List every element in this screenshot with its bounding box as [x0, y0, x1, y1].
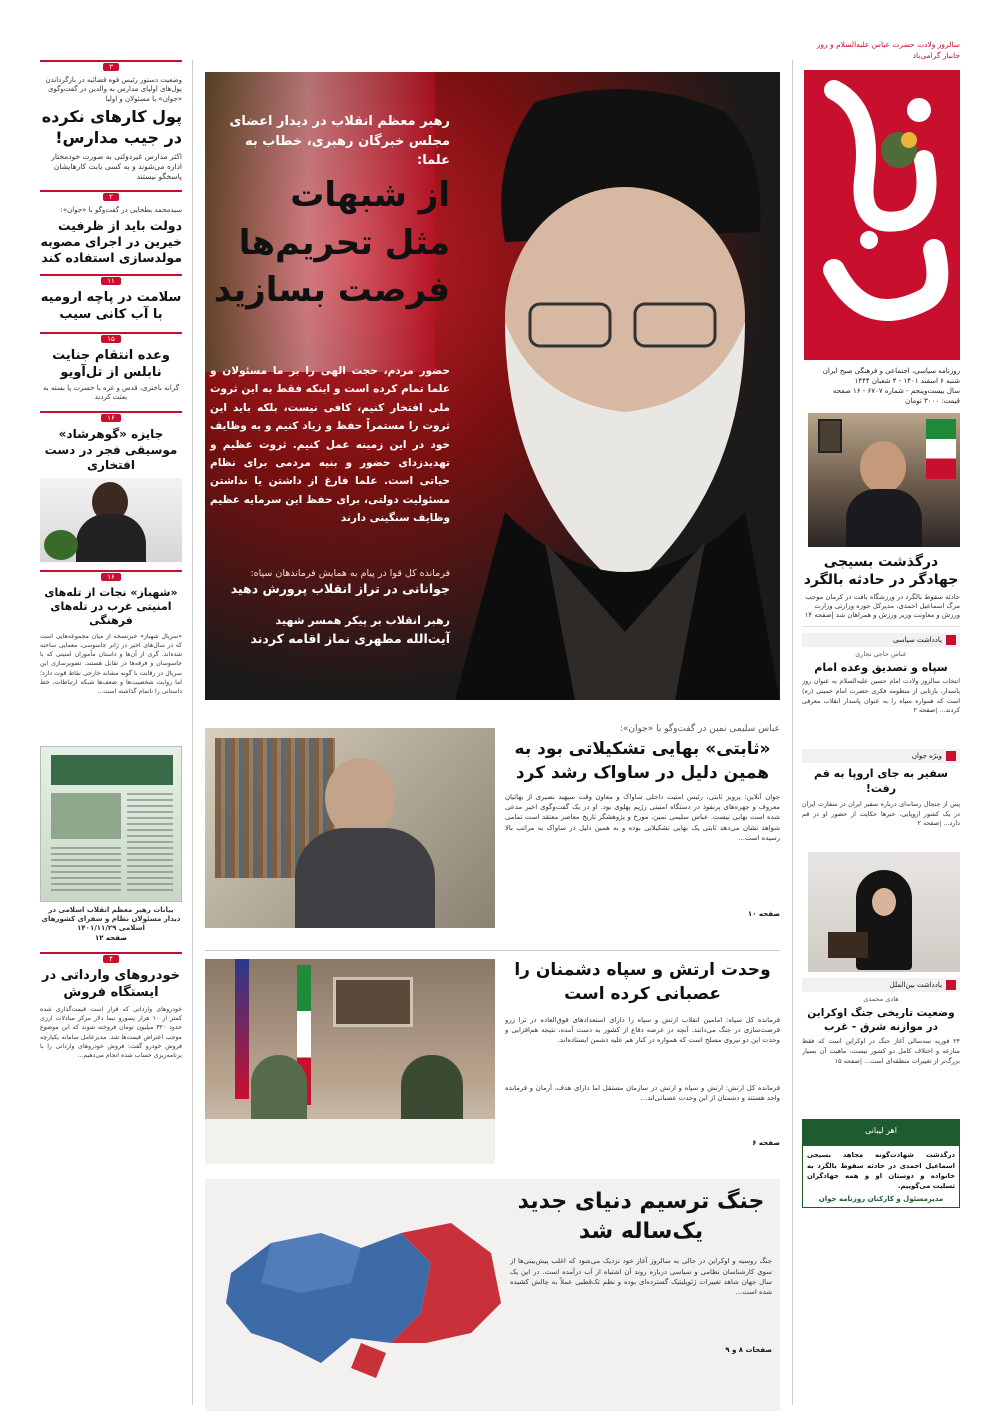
bulkid-body: حادثه سقوط بالگرد در ورزشگاه بافت در کرمان موجب مرگ اسماعیل احمدی، مدیرکل حوزه وزارتی وزارت ورزش و معاونت وزیر ورزش و همراهان شد |صفحه ۱۴ — [804, 592, 960, 620]
interview-body: جوان آنلاین: پرویز ثابتی، رئیس امنیت داخلی ساواک و معاون وقت سپهبد نصیری از بهائیان معروف و چهره‌های پرنفوذ در دستگاه امنیتی رژیم پهلوی بود. او در یک گفت‌وگوی اخیر مدعی شده است بهایی نیست. عباس سلیمی نمین، مورخ و پژوهشگر تاریخ معاصر معتقد است تمامی شواهد نشان می‌دهد ثابتی یک بهایی تشکیلاتی بوده و به همین دلیل در ساواک به مراتب بالا رسیده است... — [505, 792, 780, 843]
condolence-box — [802, 1119, 960, 1208]
left-item1-lead: اکثر مدارس غیردولتی به صورت خودمختار اداره می‌شوند و به کسی بابت کارهایشان پاسخگو نیستند — [51, 151, 182, 182]
ukraine-page: صفحات ۸ و ۹ — [725, 1346, 772, 1355]
right-column — [802, 40, 960, 1208]
section-marker: ۱۵ — [40, 332, 182, 344]
section-marker: ۱۶ — [40, 411, 182, 423]
section-marker: ۱۶ — [40, 570, 182, 582]
left-item7-page: صفحه ۱۲ — [94, 933, 128, 942]
logo-art — [804, 70, 960, 360]
hero-sub1-title: جوانانی در تراز انقلاب پرورش دهید — [230, 581, 450, 597]
section-marker: ۳ — [40, 60, 182, 72]
interview-kicker: عباس سلیمی نمین در گفت‌وگو با «جوان»: — [619, 724, 780, 734]
left-item4-lead: گرانه باختری، قدس و غزه با حسرت پا بسته به بعثت کردند — [42, 384, 180, 402]
bulkid-photo — [808, 413, 960, 547]
hero-block — [205, 72, 780, 700]
masthead-date: شنبه ۶ اسفند ۱۴۰۱ - ۴ شعبان ۱۴۴۴ — [854, 377, 960, 386]
condolence-body: درگذشت شهادت‌گونه مجاهد بسیجی اسماعیل احمدی در حادثه سقوط بالگرد به خانواده و دوستان او و همه جهادگران تسلیت می‌گوییم. — [807, 1151, 955, 1191]
left-item1-title: پول کارهای نکرده در جیب مدارس! — [41, 107, 182, 148]
army-page: صفحه ۶ — [752, 1138, 780, 1147]
interview-photo — [205, 728, 495, 928]
left-item5-title: جایزه «گوهرشاد» موسیقی فجر در دست افتخاری — [44, 426, 178, 473]
note-political-tag: یادداشت سیاسی — [892, 636, 942, 645]
masthead-logo — [804, 70, 960, 360]
left-item4-title: وعده انتقام جنایت نابلس از تل‌آویو — [52, 348, 170, 381]
note-special-tag: ویژه جوان — [911, 752, 942, 761]
bookmark-icon — [946, 980, 956, 990]
left-item3-title: سلامت در پاچه ارومیه با آب کانی سیب — [40, 290, 182, 323]
left-item8-body: خودروهای وارداتی که قرار است قیمت‌گذاری شده کمتر از ۱۰ هزار پسورو نیما دلار مرکز مبادلات ارزی حدود ۳۲۰ میلیون تومان فروخته شوند که این موضوع موجب اعتراض قیمت‌ها شد. مدیرعامل سامانه یکپارچه فروش خودرو گفت: فروش خودروهای وارداتی را با برنامه‌ریزی حساب شده انجام می‌دهیم... — [40, 1005, 182, 1060]
note-special-title: سفیر به جای اروپا به قم رفت! — [814, 767, 948, 796]
masthead-issue: سال بیست‌وپنجم - شماره ۶۷۰۷ - ۱۶ صفحه — [833, 387, 960, 396]
army-block — [205, 959, 780, 1169]
hero-sub2-title: آیت‌الله مطهری نماز اقامه کردند — [250, 630, 450, 646]
ukraine-block — [205, 1179, 780, 1411]
woman-photo — [808, 852, 960, 972]
note-intl-author: هادی محمدی — [863, 995, 899, 1004]
note-intl-body: ۲۴ فوریه سه‌سالی آغاز جنگ در اوکراین است که فقط منازعه و اختلاف کامل دو کشور نیست، ماهیت آن بسیار بزرگ‌تر از تغییرات منطقه‌ای است... |صفحه ۱۵ — [802, 1037, 960, 1065]
note-intl-header — [802, 978, 960, 992]
left-item1-kicker: وضعیت دستور رئیس قوه قضائیه در بازگرداندن پول‌های اولیای مدارس به والدین در گفت‌وگوی «جوان» با مسئولان و اولیا — [45, 76, 182, 103]
hero-title-1: از شبهات — [290, 175, 450, 215]
note-special-header — [802, 749, 960, 763]
condolence-header: اهر لیبانی — [803, 1120, 959, 1146]
army-body-1: فرمانده کل سپاه: امامین انقلاب ارتش و سپاه را دارای استعدادهای فوق‌العاده در ترا زرو فرصت‌سازی در جنگ می‌دانند. آنچه در عرصه دفاع از کشور به دست آمده، نتیجه هم‌افزایی و وحدت این دو نیروی مسلح است که همواره در کنار هم علیه دشمن ایستاده‌اند. — [505, 1015, 780, 1045]
note-political-header — [802, 633, 960, 647]
hero-kicker: رهبر معظم انقلاب در دیدار اعضای مجلس خبرگان رهبری، خطاب به علما: — [229, 114, 450, 168]
masthead-desc: روزنامه سیاسی، اجتماعی و فرهنگی صبح ایران — [822, 367, 960, 375]
hero-body: حضور مردم، حجت الهی را بر ما مسئولان و علما تمام کرده است و اینکه فقط به این ثروت ملی افتخار کنیم، کافی نیست، بلکه باید این ثروت را مستمراً حفظ و زیاد کنیم و به وظایف خود در این زمینه عمل کنیم. ثروت عظیم و تهدیدزدای حضور و بنیه مردمی برای نظام حیاتی است. علما فارغ از داشتن یا نداشتن مسئولیت دولتی، برای حفظ این سرمایه عظیم وظایف سنگینی دارند — [210, 365, 450, 524]
hero-sub2-kicker: رهبر انقلاب بر پیکر همسر شهید — [275, 614, 450, 628]
note-special-body: پس از جنجال رسانه‌ای درباره سفیر ایران در سفارت ایران در یک کشور اروپایی، خبرها حکایت از حضور او در قم دارد... |صفحه ۲ — [802, 800, 960, 828]
note-political-body: انتخاب سالروز ولادت امام حسین علیه‌السلام به عنوان روز پاسدار، بازتابی از منظومه فکری حضرت امام خمینی (ره) است که همواره سپاه را به عنوان پاسدار انقلاب معرفی کردند... |صفحه ۲ — [802, 677, 960, 715]
ukraine-title: جنگ ترسیم دنیای جدید یک‌ساله شد — [517, 1189, 765, 1244]
hero-title-2: مثل تحریم‌ها — [238, 222, 450, 263]
left-item8-title: خودروهای وارداتی در ایستگاه فروش — [42, 967, 180, 1000]
left-item6-title: «شهباز» نجات از تله‌های امنیتی غرب در تله‌های فرهنگی — [44, 585, 178, 628]
left-column — [40, 60, 182, 1400]
masthead-price: قیمت: ۳۰۰۰ تومان — [905, 397, 960, 406]
condolence-sign: مدیرمسئول و کارکنان روزنامه جوان — [818, 1195, 944, 1204]
section-marker: ۴ — [40, 952, 182, 964]
army-title: وحدت ارتش و سپاه دشمنان را عصبانی کرده است — [514, 960, 771, 1004]
bookmark-icon — [946, 635, 956, 645]
interview-block — [205, 724, 780, 946]
main-column — [205, 72, 780, 1411]
section-marker: ۱۱ — [40, 274, 182, 286]
left-item6-body: «سریال شهباز» خبرنسخه از میان مجموعه‌هایی است که در سال‌های اخیر در ژانر جاسوسی، معمایی ساخته شده‌اند. گری از آن‌ها و داستان مأموران امنیتی که با جاسوسان و فرقه‌ها در تقابل هستند. تصویرسازی این سریال در رقابت با گونه مشابه خارجی نقاط قوت دارد؛ اما روایت شخصیت‌ها و ضعف‌ها شبکه ارتباطات، خط داستانی را ناتمام گذاشته است... — [40, 632, 182, 696]
army-body-2: فرمانده کل ارتش: ارتش و سپاه و ارتش در سازمان مستقل اما دارای هدف، آرمان و فرمانده واحد هستند و دشمنان از این وحدت عصبانی‌اند... — [505, 1083, 780, 1102]
section-marker: ۲ — [40, 190, 182, 202]
musician-photo — [40, 478, 182, 562]
ukraine-map — [211, 1193, 511, 1393]
left-item2-title: دولت باید از ظرفیت خیرین در اجرای مصوبه مولدسازی استفاده کند — [40, 217, 182, 266]
hero-sub1-kicker: فرمانده کل قوا در پیام به همایش فرماندهان سپاه: — [250, 568, 450, 579]
note-political-title: سپاه و تصدیق وعده امام — [814, 661, 948, 675]
bulkid-title: درگذشت بسیجی جهادگر در حادثه بالگرد — [803, 553, 959, 588]
army-photo — [205, 959, 495, 1164]
book-thumbnail — [40, 746, 182, 902]
bookmark-icon — [946, 751, 956, 761]
interview-title: «ثابتی» بهایی تشکیلاتی بود به همین دلیل در ساواک رشد کرد — [514, 739, 771, 783]
note-intl-title: وضعیت تاریخی جنگ اوکراین در موازنه شرق - غرب — [807, 1007, 955, 1034]
left-item2-kicker: سیدمحمد بطحایی در گفت‌وگو با «جوان»: — [60, 206, 182, 215]
hero-title-3: فرصت بسازید — [213, 270, 450, 311]
left-item7-caption: بیانات رهبر معظم انقلاب اسلامی در دیدار مسئولان نظام و سفرای کشورهای اسلامی ۱۴۰۱/۱۱/۲۹ — [41, 905, 181, 933]
note-political-author: عباس حاجی نجاری — [855, 650, 907, 659]
ukraine-body: جنگ روسیه و اوکراین در حالی به سالروز آغاز خود نزدیک می‌شود که اغلب پیش‌بینی‌ها از سوی کارشناسان نظامی و سیاسی درباره روند آن اشتباه از آب درآمده است. در این یک سال جهان شاهد تغییرات ژئوپلیتیک گسترده‌ای بوده و نظم تک‌قطبی عملاً به چالش کشیده شده است... — [510, 1257, 772, 1297]
interview-page: صفحه ۱۰ — [747, 909, 780, 918]
top-note: سالروز ولادت حضرت عباس علیه‌السلام و روز جانباز گرامی‌باد — [816, 40, 960, 60]
note-intl-tag: یادداشت بین‌الملل — [889, 981, 942, 990]
